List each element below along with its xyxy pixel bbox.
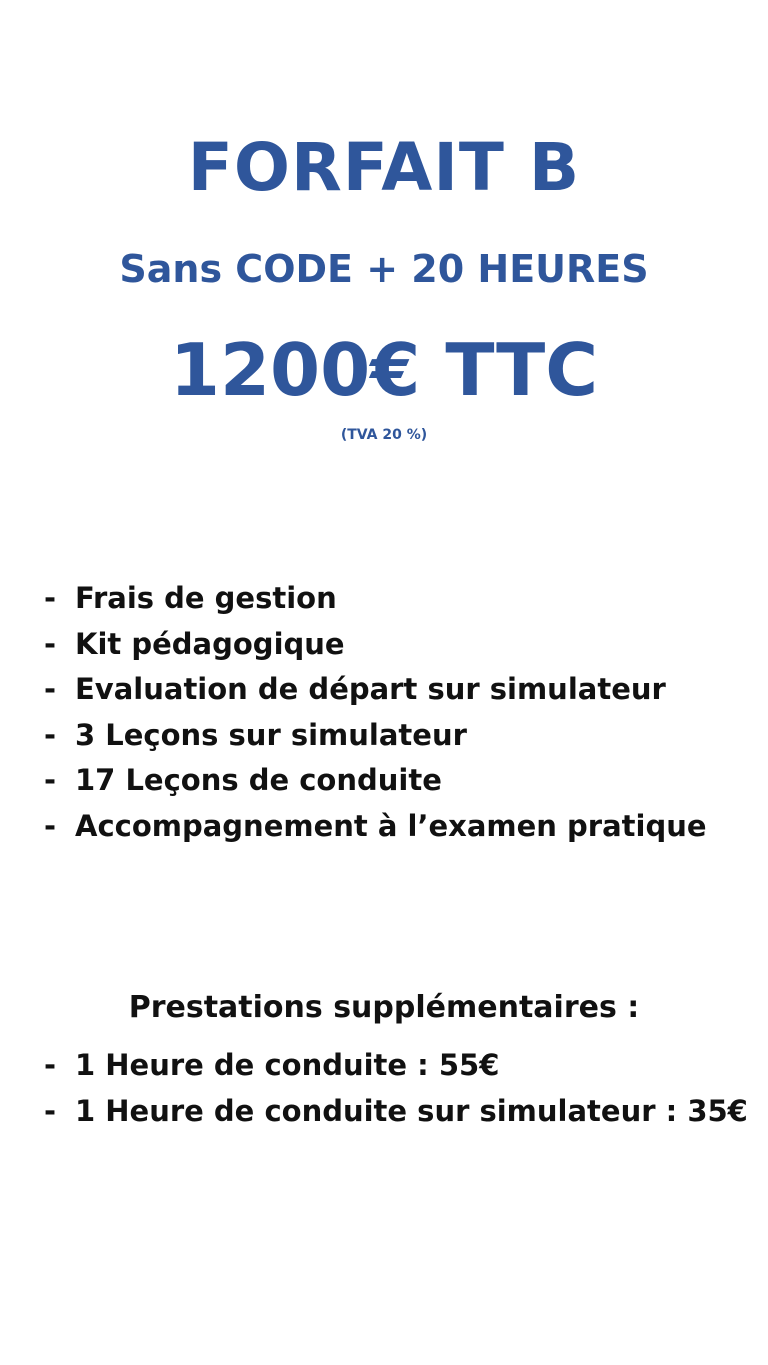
bullet-dash: -: [44, 672, 57, 707]
bullet-dash: -: [44, 808, 57, 843]
included-features-list: [44, 576, 707, 850]
list-item: [44, 1043, 748, 1089]
feature-label: Kit pédagogique: [75, 626, 345, 661]
feature-label: Frais de gestion: [75, 581, 337, 615]
extra-services-list: [44, 1043, 748, 1134]
list-item: [44, 622, 707, 668]
bullet-dash: -: [44, 763, 57, 798]
list-item: [44, 667, 707, 713]
bullet-dash: -: [44, 717, 57, 752]
package-price: 1200€ TTC: [169, 328, 599, 412]
feature-label: 17 Leçons de conduite: [75, 763, 442, 798]
feature-label: Accompagnement à l’examen pratique: [75, 808, 707, 843]
list-item: [44, 576, 707, 622]
package-title: FORFAIT B: [187, 129, 581, 206]
bullet-dash: -: [44, 1048, 57, 1082]
tax-note: (TVA 20 %): [340, 427, 428, 443]
bullet-dash: -: [44, 581, 57, 615]
list-item: [44, 804, 707, 850]
list-item: [44, 758, 707, 804]
extra-service-label: 1 Heure de conduite sur simulateur : 35€: [75, 1093, 748, 1128]
bullet-dash: -: [44, 626, 57, 661]
list-item: [44, 713, 707, 759]
package-subtitle: Sans CODE + 20 HEURES: [119, 247, 649, 291]
extras-heading: Prestations supplémentaires :: [128, 990, 640, 1025]
bullet-dash: -: [44, 1093, 57, 1128]
list-item: [44, 1089, 748, 1135]
feature-label: 3 Leçons sur simulateur: [75, 717, 467, 752]
extra-service-label: 1 Heure de conduite : 55€: [75, 1048, 500, 1082]
feature-label: Evaluation de départ sur simulateur: [75, 672, 666, 707]
